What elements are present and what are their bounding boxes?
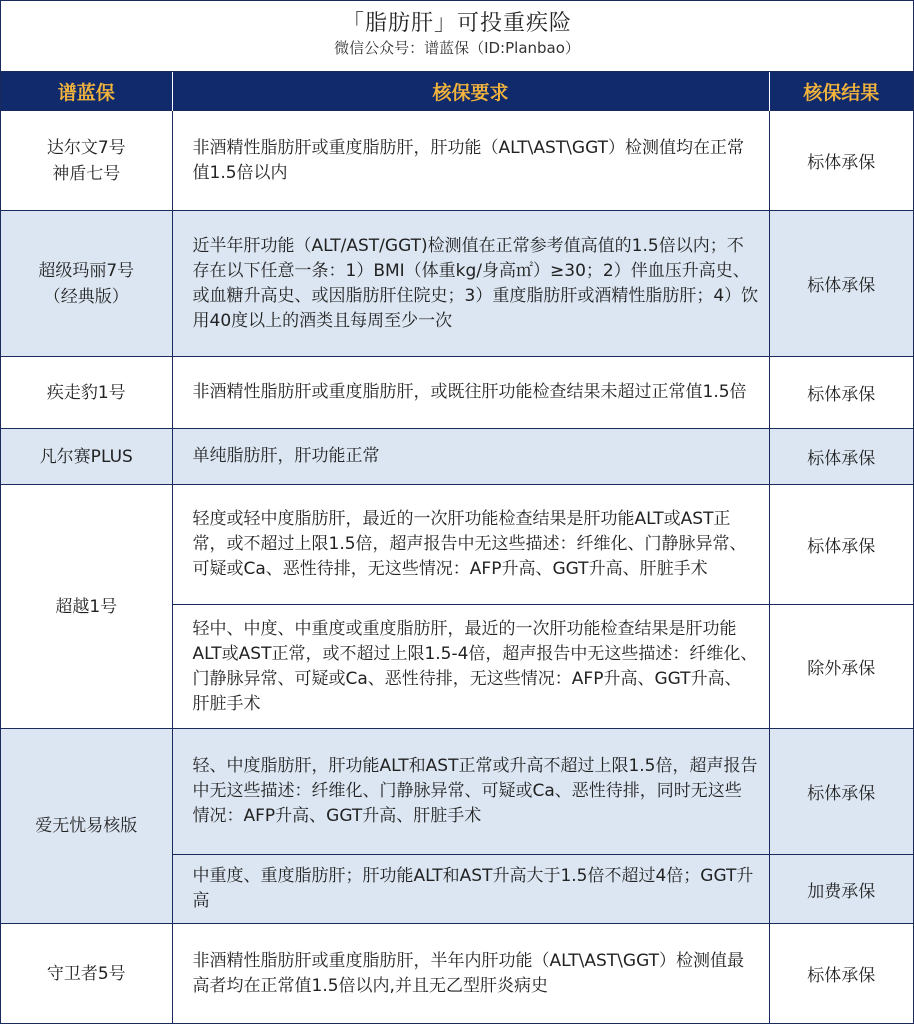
requirement-cell: 非酒精性脂肪肝或重度脂肪肝，半年内肝功能（ALT\AST\GGT）检测值最高者均在正常值1.5倍以内,并且无乙型肝炎病史 xyxy=(172,924,769,1024)
column-header-requirement: 核保要求 xyxy=(172,72,769,111)
product-name-line: 疾走豹1号 xyxy=(46,382,126,403)
requirement-cell: 近半年肝功能（ALT/AST/GGT)检测值在正常参考值高值的1.5倍以内；不存在以下任意一条：1）BMI（体重kg/身高㎡）≥30；2）伴血压升高史、或血糖升高史、或因脂肪肝住院史；3）重度脂肪肝或酒精性脂肪肝；4）饮用40度以上的酒类且每周至少一次 xyxy=(172,211,769,357)
table-row xyxy=(1,211,913,357)
result-cell: 标体承保 xyxy=(769,729,913,855)
product-name xyxy=(1,485,172,729)
product-name-line: 达尔文7号 xyxy=(46,137,126,158)
product-name-line: 超越1号 xyxy=(55,596,118,617)
product-name-line: 守卫者5号 xyxy=(46,963,126,984)
result-cell: 标体承保 xyxy=(769,924,913,1024)
table-header-row xyxy=(1,72,913,111)
result-cell: 标体承保 xyxy=(769,429,913,485)
result-cell: 标体承保 xyxy=(769,211,913,357)
requirement-cell: 轻中、中度、中重度或重度脂肪肝，最近的一次肝功能检查结果是肝功能ALT或AST正常，或不超过上限1.5-4倍，超声报告中无这些描述：纤维化、门静脉异常、可疑或Ca、恶性待排，无这些情况：AFP升高、GGT升高、肝脏手术 xyxy=(172,605,769,729)
product-name xyxy=(1,211,172,357)
result-cell: 除外承保 xyxy=(769,605,913,729)
product-name xyxy=(1,111,172,211)
column-header-result: 核保结果 xyxy=(769,72,913,111)
requirement-cell: 非酒精性脂肪肝或重度脂肪肝，肝功能（ALT\AST\GGT）检测值均在正常值1.5倍以内 xyxy=(172,111,769,211)
table-row xyxy=(1,729,913,855)
underwriting-table xyxy=(1,72,913,1024)
requirement-cell: 单纯脂肪肝，肝功能正常 xyxy=(172,429,769,485)
requirement-cell: 轻度或轻中度脂肪肝，最近的一次肝功能检查结果是肝功能ALT或AST正常，或不超过上限1.5倍，超声报告中无这些描述：纤维化、门静脉异常、可疑或Ca、恶性待排，无这些情况：AFP升高、GGT升高、肝脏手术 xyxy=(172,485,769,605)
requirement-cell: 非酒精性脂肪肝或重度脂肪肝，或既往肝功能检查结果未超过正常值1.5倍 xyxy=(172,357,769,429)
result-cell: 标体承保 xyxy=(769,485,913,605)
requirement-cell: 轻、中度脂肪肝，肝功能ALT和AST正常或升高不超过上限1.5倍，超声报告中无这些描述：纤维化、门静脉异常、可疑或Ca、恶性待排，同时无这些情况：AFP升高、GGT升高、肝脏手术 xyxy=(172,729,769,855)
document-title: 「脂肪肝」可投重疾险 xyxy=(341,11,572,36)
table-row xyxy=(1,357,913,429)
product-name xyxy=(1,357,172,429)
product-name-line: 凡尔赛PLUS xyxy=(39,446,133,467)
result-cell: 标体承保 xyxy=(769,111,913,211)
document-subtitle: 微信公众号：谱蓝保（ID:Planbao） xyxy=(334,39,580,57)
document-header xyxy=(1,1,913,72)
requirement-cell: 中重度、重度脂肪肝；肝功能ALT和AST升高大于1.5倍不超过4倍；GGT升高 xyxy=(172,855,769,924)
result-cell: 标体承保 xyxy=(769,357,913,429)
result-cell: 加费承保 xyxy=(769,855,913,924)
product-name xyxy=(1,729,172,924)
product-name xyxy=(1,924,172,1024)
table-row xyxy=(1,111,913,211)
product-name-line: （经典版） xyxy=(43,286,129,307)
table-row xyxy=(1,485,913,605)
column-header-product: 谱蓝保 xyxy=(1,72,172,111)
product-name xyxy=(1,429,172,485)
product-name-line: 爱无忧易核版 xyxy=(35,816,138,836)
table-row xyxy=(1,924,913,1024)
product-name-line: 神盾七号 xyxy=(52,163,121,184)
product-name-line: 超级玛丽7号 xyxy=(38,260,135,281)
table-row xyxy=(1,429,913,485)
